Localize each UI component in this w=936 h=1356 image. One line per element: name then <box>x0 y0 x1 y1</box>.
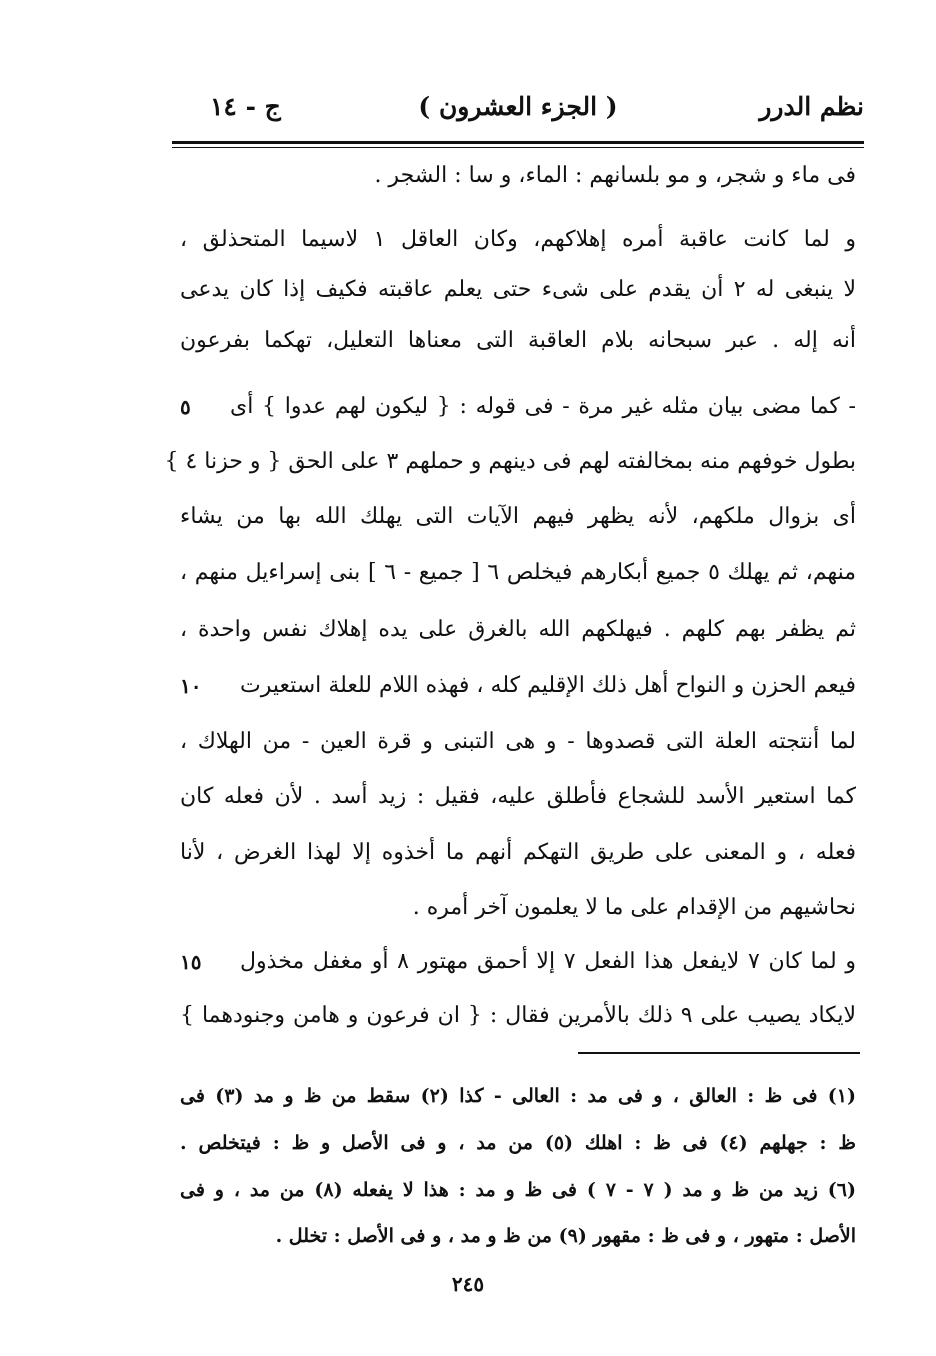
footnote-line: (١) فى ظ : العالق ، و فى مد : العالى - كذا (٢) سقط من ظ و مد (٣) فى <box>180 1085 857 1107</box>
body-line: بطول خوفهم منه بمخالفته لهم فى دينهم و حملهم ٣ على الحق { و حزنا ٤ } <box>164 449 856 474</box>
body-line: أنه إله . عبر سبحانه بلام العاقبة التى معناها التعليل، تهكما بفرعون <box>180 328 856 353</box>
body-line: و لما كانت عاقبة أمره إهلاكهم، وكان العاقل ١ لاسيما المتحذلق ، <box>180 227 856 252</box>
body-line: و لما كان ٧ لايفعل هذا الفعل ٧ إلا أحمق مهتور ٨ أو مغفل مخذول <box>240 949 856 974</box>
body-line: فيعم الحزن و النواح أهل ذلك الإقليم كله ، فهذه اللام للعلة استعيرت <box>240 673 856 698</box>
running-header <box>172 92 864 132</box>
body-line: لا ينبغى له ٢ أن يقدم على شىء حتى يعلم عاقبته فكيف إذا كان يدعى <box>180 277 856 302</box>
body-line: ثم يظفر بهم كلهم . فيهلكهم الله بالغرق على يده إهلاك نفس واحدة ، <box>180 617 856 642</box>
footnote-line: (٦) زيد من ظ و مد ( ٧ - ٧ ) فى ظ و مد : هذا لا يفعله (٨) من مد ، و فى <box>180 1179 856 1201</box>
body-line: كما استعير الأسد للشجاع فأطلق عليه، فقيل : زيد أسد . لأن فعله كان <box>180 784 856 809</box>
body-line: أى بزوال ملكهم، لأنه يظهر فيهم الآيات التى يهلك الله بها من يشاء <box>180 504 856 529</box>
body-line: منهم، ثم يهلك ٥ جميع أبكارهم فيخلص ٦ [ جميع - ٦ ] بنى إسراءيل منهم ، <box>180 560 857 585</box>
footnote-line: الأصل : متهور ، و فى ظ : مقهور (٩) من ظ و مد ، و فى الأصل : تخلل . <box>275 1225 856 1247</box>
volume-number: ج - ١٤ <box>210 92 281 121</box>
footnote-line: ظ : جهلهم (٤) فى ظ : اهلك (٥) من مد ، و فى الأصل و ظ : فيتخلص . <box>180 1132 856 1154</box>
body-line: فعله ، و المعنى على طريق التهكم أنهم ما أخذوه إلا لهذا الغرض ، لأنا <box>180 840 856 865</box>
line-number: ١٠ <box>180 674 202 698</box>
line-number: ١٥ <box>180 950 202 974</box>
header-rule-thick <box>172 141 864 144</box>
footnote-rule <box>578 1052 860 1054</box>
body-line: نحاشيهم من الإقدام على ما لا يعلمون آخر أمره . <box>412 895 856 920</box>
line-number: ٥ <box>180 395 191 419</box>
body-line: لايكاد يصيب على ٩ ذلك بالأمرين فقال : { ان فرعون و هامن وجنودهما } <box>180 1003 856 1028</box>
body-line: فى ماء و شجر، و مو بلسانهم : الماء، و سا : الشجر . <box>374 163 856 188</box>
body-line: - كما مضى بيان مثله غير مرة - فى قوله : { ليكون لهم عدوا } أى <box>230 394 856 419</box>
book-title: نظم الدرر <box>759 92 864 121</box>
part-title: ( الجزء العشرون ) <box>418 92 618 121</box>
header-rule-thin <box>172 147 864 148</box>
body-line: لما أنتجته العلة التى قصدوها - و هى التبنى و قرة العين - من الهلاك ، <box>180 729 856 754</box>
page-number: ٢٤٥ <box>451 1272 485 1296</box>
